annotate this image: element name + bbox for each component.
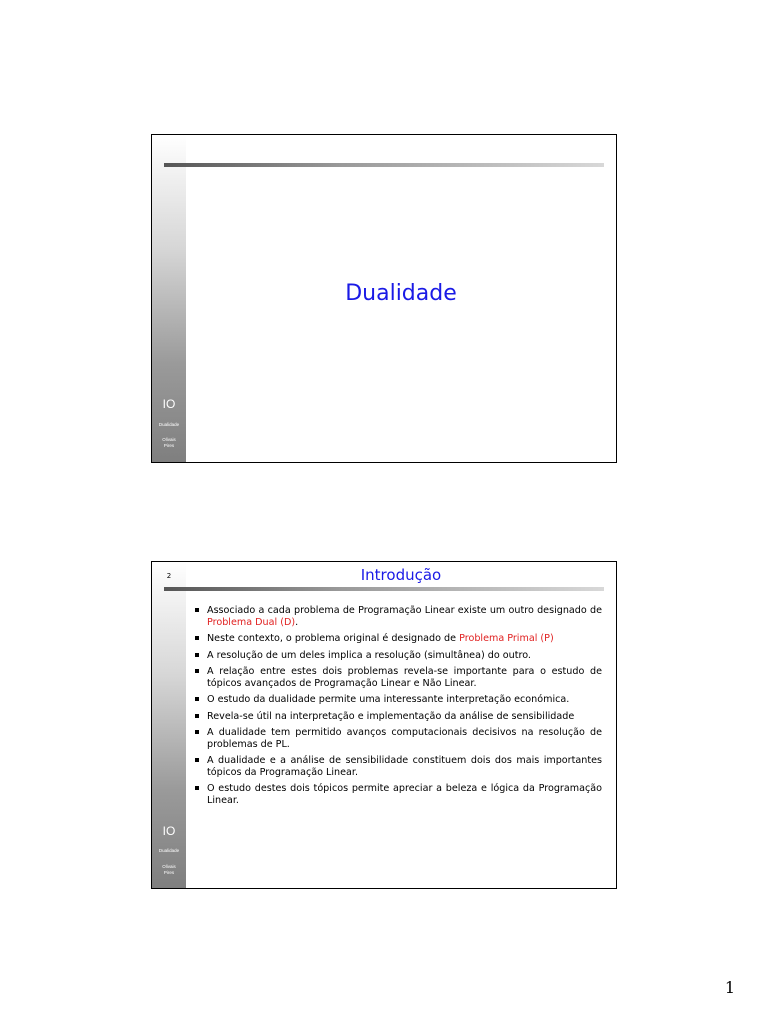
sidebar-io-label: IO [162, 397, 176, 411]
bullet-square-icon [195, 653, 199, 657]
bullet-square-icon [195, 714, 199, 718]
bullet-text: Revela-se útil na interpretação e implementação da análise de sensibilidade [207, 710, 575, 722]
slide-introducao [151, 561, 617, 889]
sidebar-topic: Dualidade [158, 422, 180, 427]
bullet-square-icon [195, 697, 199, 701]
slide-top-bar [164, 163, 604, 167]
bullet-square-icon [195, 608, 199, 612]
bullet-item [194, 605, 602, 628]
slide-title-text: Dualidade [345, 281, 457, 306]
sidebar-author-line2: Pires [163, 870, 175, 875]
bullet-square-icon [195, 730, 199, 734]
slide-title [151, 134, 617, 463]
bullet-item [194, 633, 602, 645]
bullet-square-icon [195, 758, 199, 762]
bullet-item [194, 755, 602, 778]
bullet-item [194, 783, 602, 806]
bullet-list [194, 605, 602, 811]
slide-sidebar [152, 135, 186, 462]
bullet-square-icon [195, 786, 199, 790]
slide-sidebar [152, 562, 186, 888]
bullet-highlight: Problema Dual (D) [207, 616, 296, 628]
slide-top-bar [164, 587, 604, 591]
bullet-highlight: Problema Primal (P) [459, 633, 554, 644]
bullet-text: Neste contexto, o problema original é designado de [207, 633, 460, 644]
sidebar-io-label: IO [162, 824, 176, 838]
bullet-item [194, 666, 602, 689]
bullet-text-suffix: . [295, 616, 299, 628]
bullet-text: Associado a cada problema de Programação Linear existe um outro designado de [207, 605, 602, 616]
sidebar-author-line2: Pires [163, 443, 175, 448]
bullet-item [194, 694, 602, 706]
bullet-text: O estudo destes dois tópicos permite apreciar a beleza e lógica da Programação Linear. [207, 783, 602, 806]
bullet-item [194, 727, 602, 750]
slide-title-text: Introdução [360, 566, 442, 584]
bullet-item [194, 650, 602, 662]
sidebar-author-line1: Olivais [162, 864, 176, 869]
sidebar-topic: Dualidade [158, 848, 180, 853]
bullet-square-icon [195, 669, 199, 673]
page-number: 1 [724, 978, 735, 997]
bullet-item [194, 711, 602, 723]
bullet-text: A dualidade e a análise de sensibilidade constituem dois dos mais importantes tópicos da Programação Linear. [207, 755, 602, 778]
bullet-text: A dualidade tem permitido avanços computacionais decisivos na resolução de problemas de PL. [207, 727, 602, 750]
bullet-text: O estudo da dualidade permite uma interessante interpretação económica. [207, 694, 570, 705]
slide-number: 2 [166, 572, 172, 580]
bullet-square-icon [195, 636, 199, 640]
sidebar-author-line1: Olivais [162, 437, 176, 442]
bullet-text: A relação entre estes dois problemas revela-se importante para o estudo de tópicos avançados de Programação Linear e Não Linear. [207, 666, 602, 689]
bullet-text: A resolução de um deles implica a resolução (simultânea) do outro. [207, 649, 531, 661]
